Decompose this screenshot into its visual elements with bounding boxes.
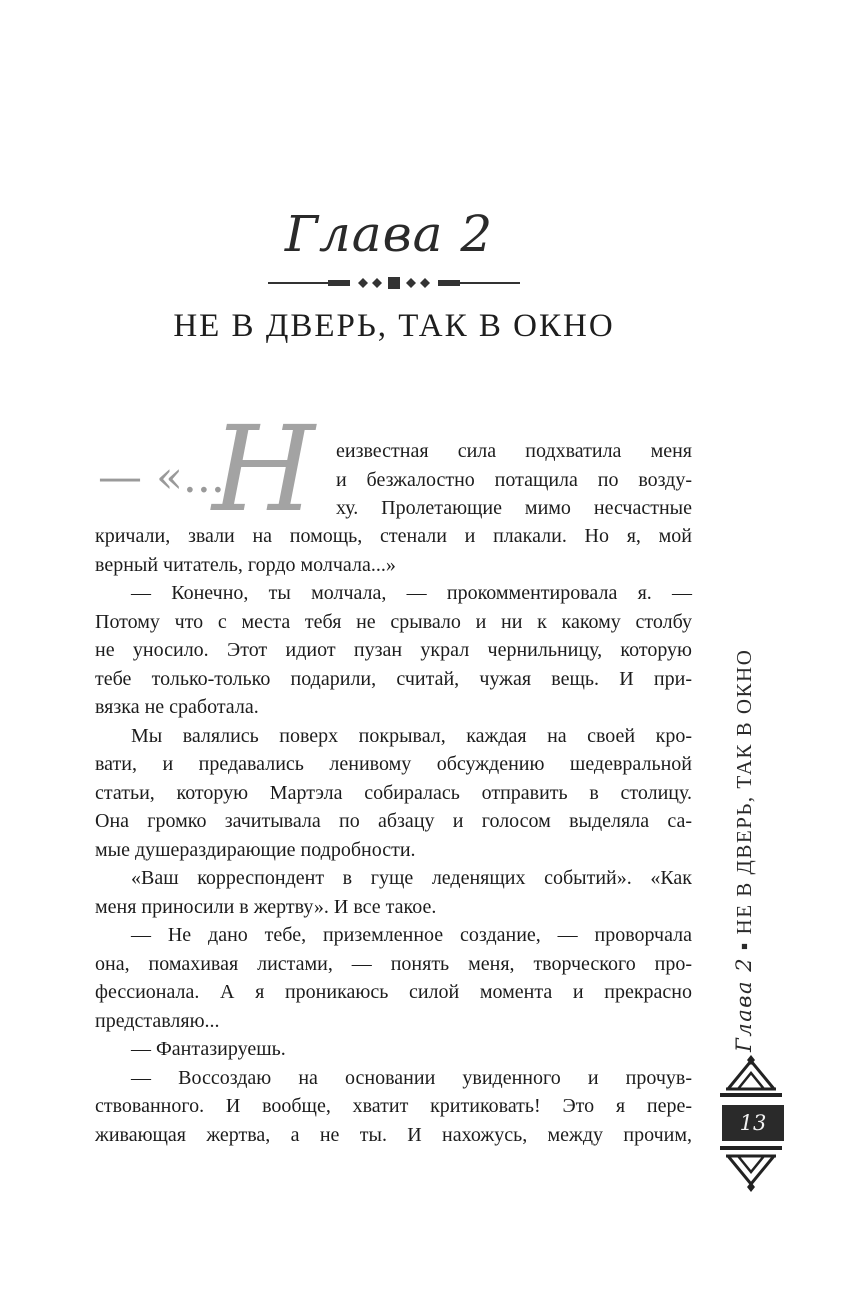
text-line: фессионала. А я проникаюсь силой момента и прекрасно: [95, 981, 692, 1003]
text-line: меня приносили в жертву». И все такое.: [95, 895, 437, 918]
text-line: — Конечно, ты молчала, — прокомментировала я. —: [131, 582, 692, 604]
running-head-separator: ▪: [732, 941, 756, 951]
text-line: Мы валялись поверх покрывал, каждая на своей кро-: [131, 724, 692, 747]
text-line: представляю...: [95, 1009, 220, 1032]
running-head-chapter: Глава 2: [732, 956, 756, 1052]
text-line: мые душераздирающие подробности.: [95, 838, 416, 861]
page-number: 13: [722, 1105, 784, 1141]
text-line: вязка не сработала.: [95, 696, 259, 718]
text-line: кричали, звали на помощь, стенали и плакали. Но я, мой: [95, 525, 692, 547]
title-ornament: [268, 272, 520, 294]
text-line: и безжалостно потащила по возду-: [336, 468, 692, 491]
body-text: [95, 522, 692, 1149]
text-line: вати, и предавались ленивому обсуждению шедевральной: [95, 753, 692, 775]
running-head-title: НЕ В ДВЕРЬ, ТАК В ОКНО: [732, 648, 756, 935]
dropcap-letter: Н: [212, 400, 315, 538]
ornament-bottom-icon: [718, 1144, 784, 1192]
text-line: она, помахивая листами, — понять меня, творческого про-: [95, 952, 692, 975]
side-tab: [714, 648, 784, 1174]
text-line: «Ваш корреспондент в гуще леденящих событий». «Как: [131, 867, 692, 889]
running-head: [732, 648, 757, 1052]
text-line: Она громко зачитывала по абзацу и голосом выделяла са-: [95, 810, 692, 832]
chapter-title: Глава 2: [284, 205, 494, 263]
text-line: еизвестная сила подхватила меня: [336, 440, 692, 462]
text-line: верный читатель, гордо молчала...»: [95, 553, 396, 576]
text-line: живающая жертва, а не ты. И нахожусь, между прочим,: [95, 1123, 692, 1146]
text-line: не уносило. Этот идиот пузан украл чернильницу, которую: [95, 639, 692, 661]
text-line: тебе только-только подарили, считай, чужая вещь. И при-: [95, 667, 692, 690]
text-line: ху. Пролетающие мимо несчастные: [336, 497, 692, 519]
text-line: — Фантазируешь.: [131, 1038, 286, 1060]
text-line: — Не дано тебе, приземленное создание, — проворчала: [131, 924, 692, 946]
text-line: Потому что с места тебя не срывало и ни к какому столбу: [95, 610, 692, 633]
text-line: — Воссоздаю на основании увиденного и прочув-: [131, 1066, 692, 1089]
text-line: ствованного. И вообще, хватит критиковать! Это я пере-: [95, 1095, 692, 1117]
dropcap-lead: — «...: [98, 452, 225, 503]
ornament-top-icon: [718, 1055, 784, 1101]
first-paragraph: [336, 437, 692, 523]
chapter-subtitle: НЕ В ДВЕРЬ, ТАК В ОКНО: [173, 308, 615, 344]
text-line: статьи, которую Мартэла собиралась отправить в столицу.: [95, 781, 692, 804]
